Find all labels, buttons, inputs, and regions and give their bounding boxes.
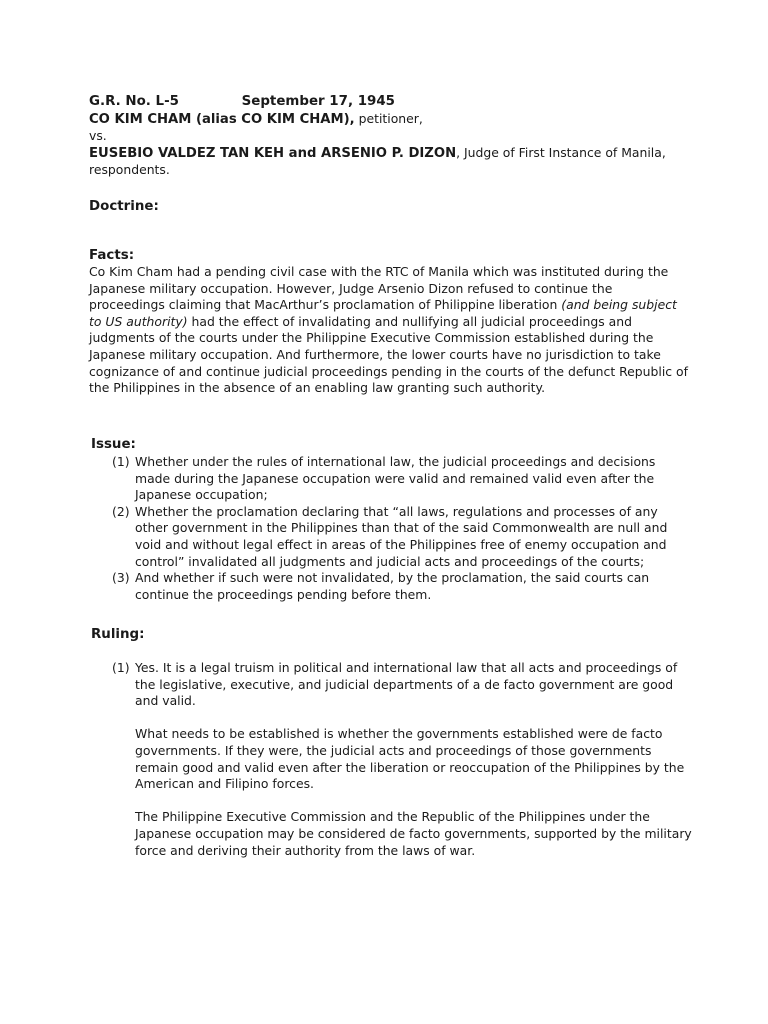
issue-number: (2) [112,503,130,519]
ruling-item [112,660,692,859]
ruling-paragraph: Yes. It is a legal truism in political and international law that all acts and proceedings of the legislative, executive, and judicial departments of a de facto government are good and valid. [135,660,678,709]
case-number: G.R. No. L-5 [89,94,179,109]
facts-text-before: Co Kim Cham had a pending civil case with the RTC of Manila which was instituted during the Japanese military occupation. However, Judge Arsenio Dizon refused to continue the proceedings claiming that MacArthur’s proclamation of Philippine liberation [89,264,669,313]
issue-text: Whether the proclamation declaring that “all laws, regulations and processes of any other government in the Philippines than that of the said Commonwealth are null and void and without legal effect in areas of the Philippines free of enemy occupation and control” invalidated all judgments and judicial acts and proceedings of the courts; [135,503,668,569]
case-number-line [89,93,395,110]
respondents-names: EUSEBIO VALDEZ TAN KEH and ARSENIO P. DIZON [89,146,457,161]
case-date: September 17, 1945 [241,94,395,109]
petitioner-line [89,111,423,129]
issue-text: And whether if such were not invalidated, by the proclamation, the said courts can continue the proceedings pending before them. [135,570,650,602]
respondents-role: respondents. [89,162,170,177]
versus-line: vs. [89,128,107,143]
ruling-paragraph: The Philippine Executive Commission and the Republic of the Philippines under the Japanese occupation may be considered de facto governments, supported by the military force and deriving their authority from the laws of war. [135,809,692,858]
ruling-heading: Ruling: [91,627,145,642]
petitioner-name: CO KIM CHAM (alias CO KIM CHAM), [89,112,355,127]
ruling-number: (1) [112,660,130,675]
respondents-description: , Judge of First Instance of Manila, [456,145,666,160]
respondents-line [89,145,666,163]
issue-number: (3) [112,570,130,586]
issue-item [112,504,692,570]
facts-heading: Facts: [89,248,135,263]
petitioner-role: petitioner, [354,111,423,126]
issue-item [112,570,692,603]
issue-number: (1) [112,454,130,469]
doctrine-heading: Doctrine: [89,199,159,214]
ruling-paragraph: What needs to be established is whether the governments established were de facto governments. If they were, the judicial acts and proceedings of those governments remain good and valid even after the liberation or reoccupation of the Philippines by the American and Filipino forces. [135,726,685,792]
facts-paragraph [89,264,689,397]
issue-text: Whether under the rules of international law, the judicial proceedings and decisions made during the Japanese occupation were valid and remained valid even after the Japanese occupation; [135,454,656,503]
issue-list [112,454,692,603]
ruling-list [112,660,692,859]
issue-item [112,454,692,504]
facts-text-after: had the effect of invalidating and nullifying all judicial proceedings and judgments of the courts under the Philippine Executive Commission established during the Japanese military occupation. And furthermore, the lower courts have no jurisdiction to take cognizance of and continue judicial proceedings pending in the courts of the defunct Republic of the Philippines in the absence of an enabling law granting such authority. [89,313,688,396]
facts-text-italic: (and being subject to US authority) [89,297,677,329]
issue-heading: Issue: [91,437,136,452]
